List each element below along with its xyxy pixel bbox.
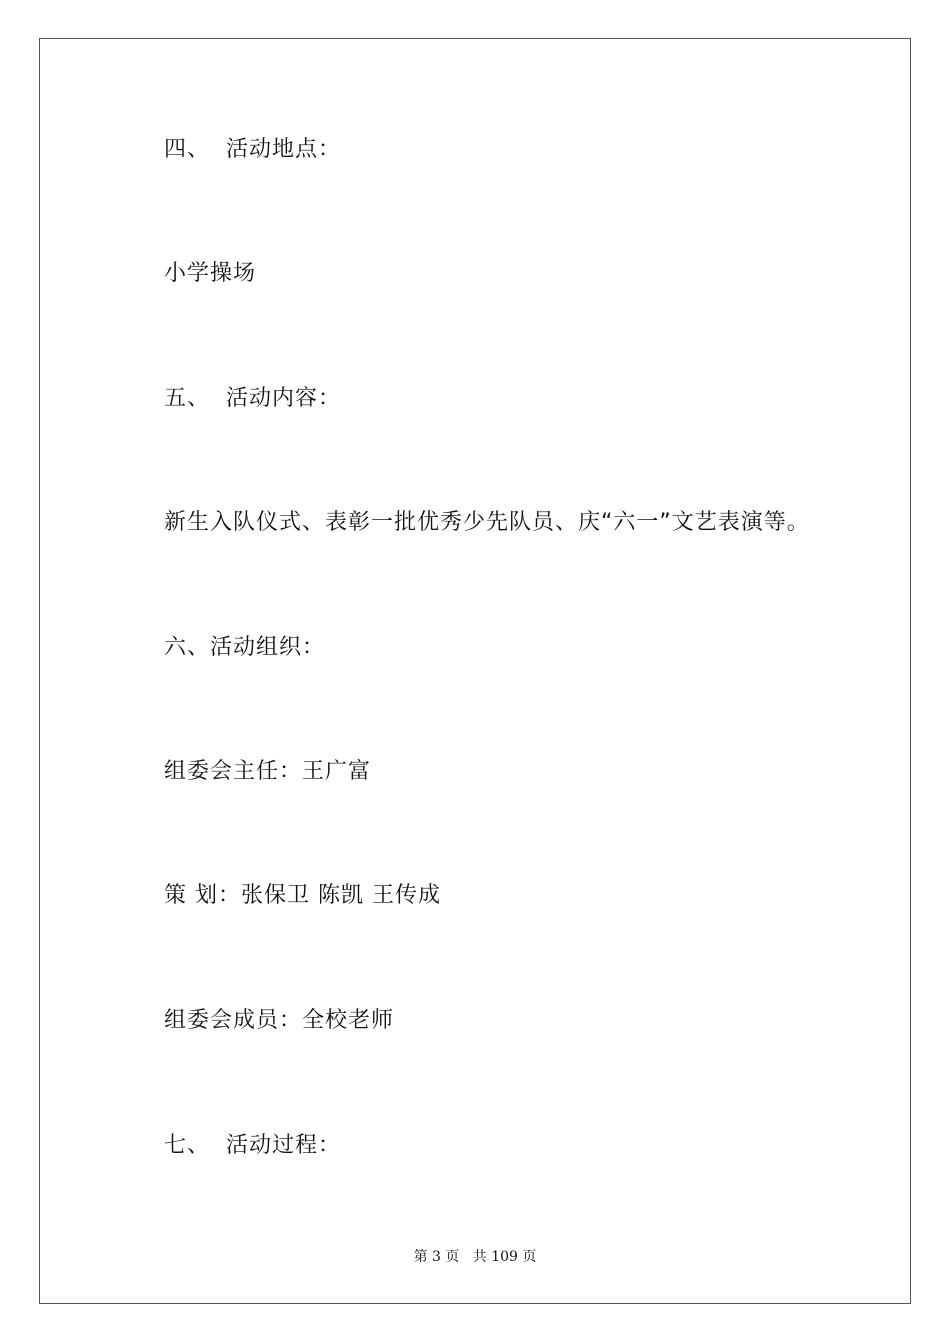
page-number-footer: 第 3 页 共 109 页 [413, 1249, 537, 1265]
planners: 策 划：张保卫 陈凯 王传成 [164, 883, 441, 908]
heading-process: 七、 活动过程： [164, 1133, 341, 1158]
committee-director: 组委会主任：王广富 [164, 759, 372, 784]
venue-text: 小学操场 [164, 261, 257, 286]
heading-venue: 四、 活动地点： [164, 137, 341, 162]
page-frame [39, 38, 911, 1304]
heading-content: 五、 活动内容： [164, 386, 341, 411]
content-text: 新生入队仪式、表彰一批优秀少先队员、庆“六一”文艺表演等。 [164, 510, 810, 535]
committee-members: 组委会成员：全校老师 [164, 1008, 395, 1033]
heading-organization: 六、活动组织： [164, 635, 326, 660]
